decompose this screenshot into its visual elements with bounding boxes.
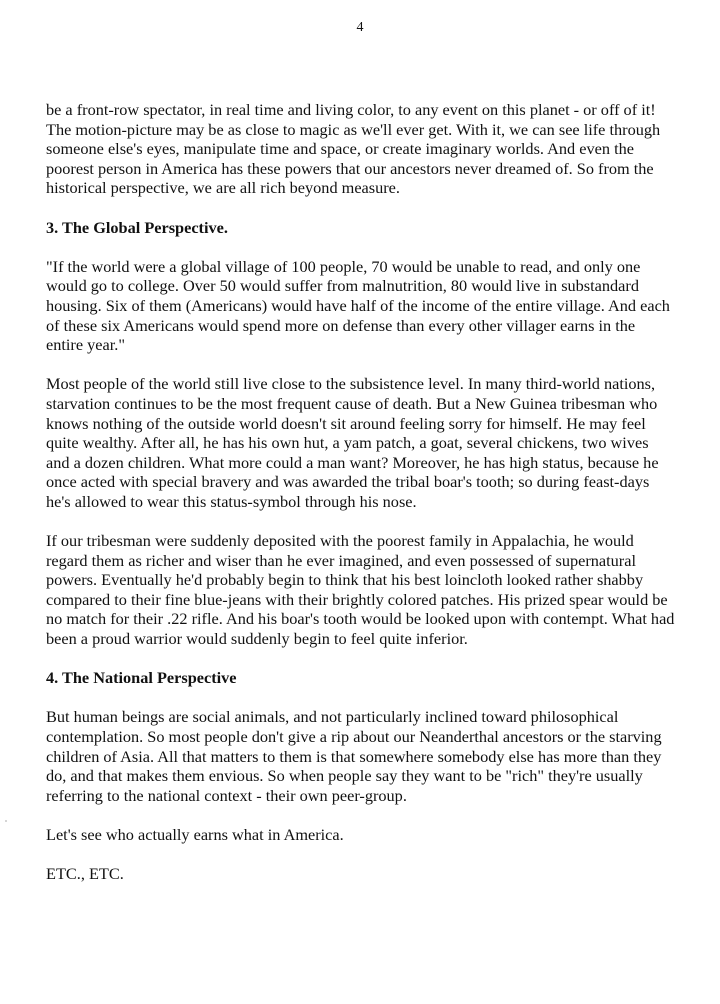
heading-national-perspective: 4. The National Perspective	[46, 668, 237, 688]
page-number: 4	[356, 20, 364, 35]
scan-speck	[5, 820, 7, 822]
paragraph-etc: ETC., ETC.	[46, 864, 124, 884]
heading-global-perspective: 3. The Global Perspective.	[46, 217, 228, 237]
paragraph-new-guinea-tribesman: Most people of the world still live close to the subsistence level. In many third-world nations, starvation continues to be the most frequent cause of death. But a New Guinea tribesman who knows nothing of the outside world doesn't sit around feeling sorry for himself. He may feel quite wealthy. After all, he has his own hut, a yam patch, a goat, several chickens, two wives and a dozen children. What more could a man want? Moreover, he has high status, because he once acted with special bravery and was awarded the tribal boar's tooth; so during feast-days he's allowed to wear this status-symbol through his nose.	[46, 374, 659, 511]
paragraph-appalachia: If our tribesman were suddenly deposited with the poorest family in Appalachia, he would regard them as richer and wiser than he ever imagined, and even possessed of supernatural powers. Eventually he'd probably begin to think that his best loincloth looked rather shabby compared to their fine blue-jeans with their brightly colored patches. His prized spear would be no match for their .22 rifle. And his boar's tooth would be looked upon with contempt. What had been a proud warrior would suddenly begin to feel quite inferior.	[46, 531, 675, 649]
document-body	[46, 100, 676, 903]
paragraph-social-animals: But human beings are social animals, and not particularly inclined toward philosophical contemplation. So most people don't give a rip about our Neanderthal ancestors or the starving children of Asia. All that matters to them is that somewhere somebody else has more than they do, and that makes them envious. So when people say they want to be "rich" they're usually referring to the national context - their own peer-group.	[46, 707, 662, 805]
paragraph-global-village-quote: "If the world were a global village of 100 people, 70 would be unable to read, and only one would go to college. Over 50 would suffer from malnutrition, 80 would live in substandard housing. Six of them (Americans) would have half of the income of the entire village. And each of these six Americans would spend more on defense than every other villager earns in the entire year."	[46, 256, 670, 355]
paragraph-historical-conclusion: be a front-row spectator, in real time and living color, to any event on this planet - or off of it! The motion-picture may be as close to magic as we'll ever get. With it, we can see life through someone else's eyes, manipulate time and space, or create imaginary worlds. And even the poorest person in America has these powers that our ancestors never dreamed of. So from the historical perspective, we are all rich beyond measure.	[46, 100, 661, 198]
paragraph-who-earns-what: Let's see who actually earns what in America.	[46, 824, 344, 844]
